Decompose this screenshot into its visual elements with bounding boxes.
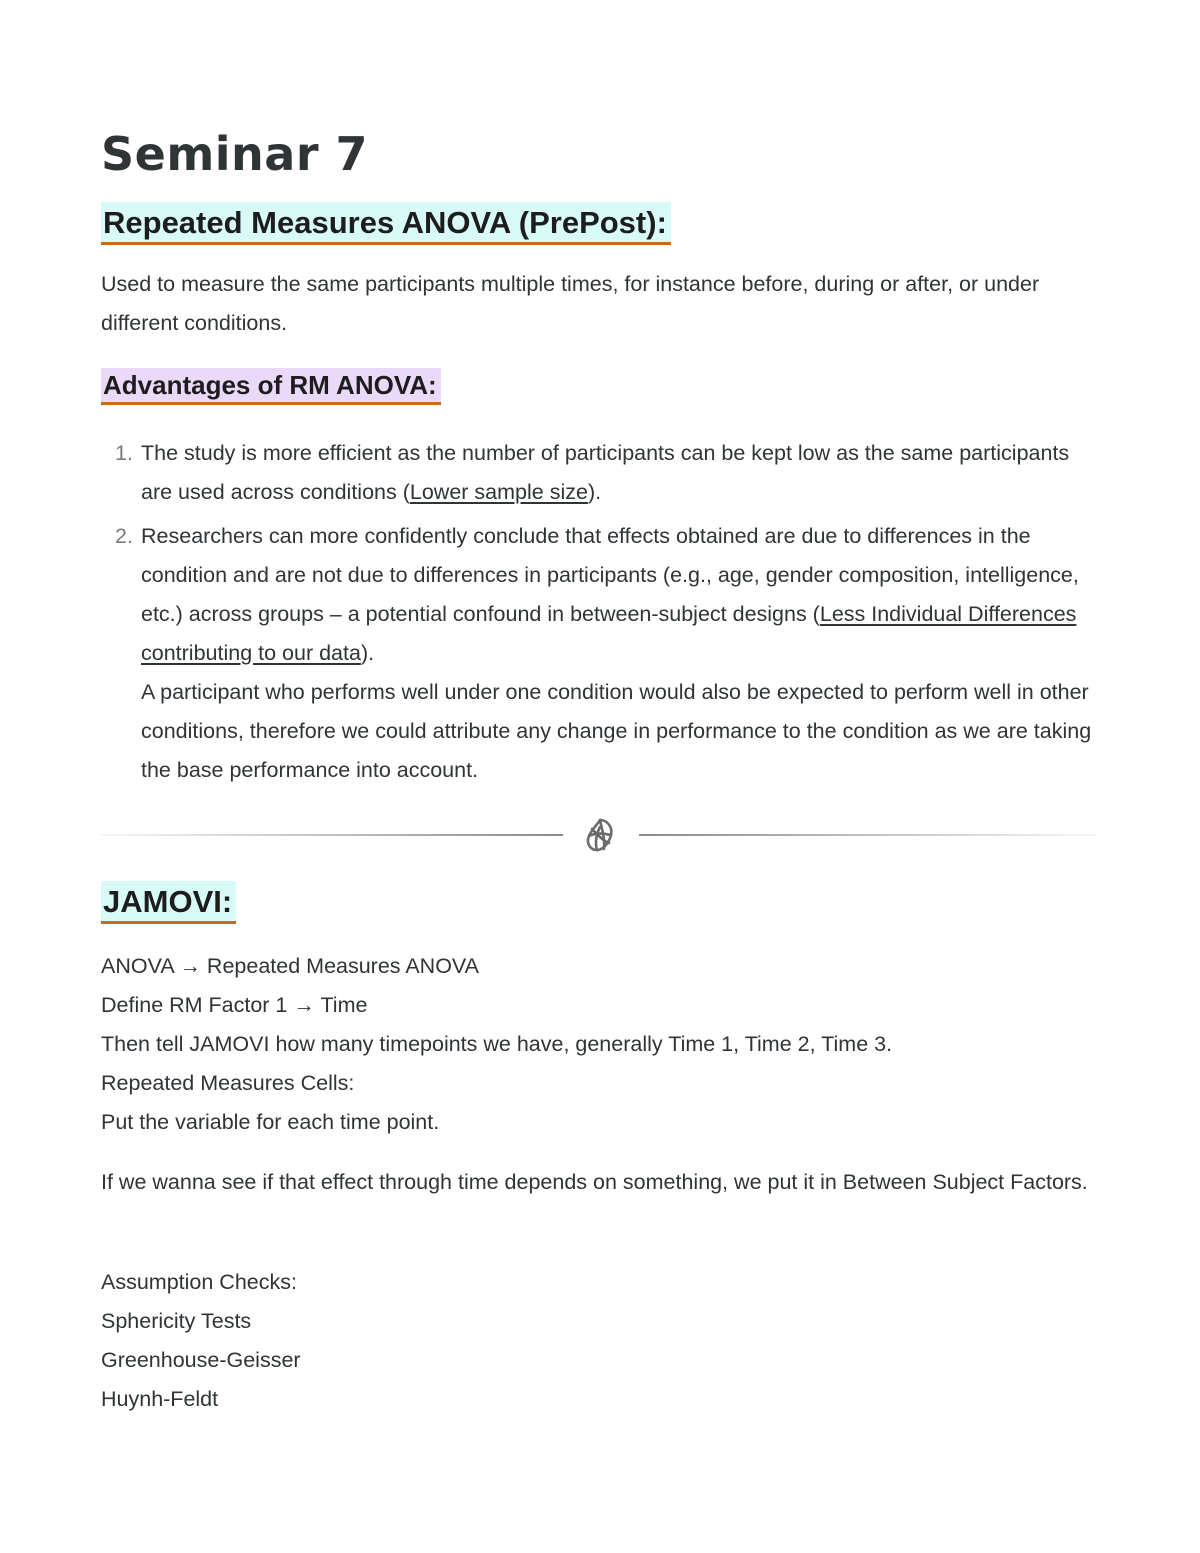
advantages-list [101,434,1096,795]
assumption-line: Greenhouse-Geisser [101,1348,301,1372]
assumption-line: Sphericity Tests [101,1309,252,1333]
intro-paragraph: Used to measure the same participants multiple times, for instance before, during or after, or under different conditions. [101,272,1040,335]
list-item [115,434,1096,512]
knot-logo-icon [583,817,617,853]
underlined-emphasis: Less Individual Differences contributing to our data [141,602,1077,665]
item-extra-text: A participant who performs well under one condition would also be expected to perform well in other conditions, therefore we could attribute any change in performance to the condition as we are taking the base performance into account. [141,680,1092,782]
divider-line-left [101,834,563,836]
assumption-line: Assumption Checks: [101,1270,297,1294]
step-line: Put the variable for each time point. [101,1110,440,1134]
between-subject-note: If we wanna see if that effect through time depends on something, we put it in Between Subject Factors. [101,1170,1088,1194]
item-text-end: ). [360,641,375,665]
step-line: Define RM Factor 1 → Time [101,993,368,1017]
underlined-emphasis: Lower sample size [409,480,588,504]
assumption-checks [101,1263,301,1419]
item-text-end: ). [587,480,602,504]
divider-line-right [639,834,1096,836]
heading-highlight: JAMOVI: [101,881,236,924]
section-divider [101,814,1096,856]
step-line: ANOVA → Repeated Measures ANOVA [101,954,480,978]
page-title: Seminar 7 [101,127,369,181]
item-text: The study is more efficient as the number of participants can be kept low as the same participants are used across conditions ( [141,441,1070,504]
step-line: Repeated Measures Cells: [101,1071,355,1095]
list-number: 1. [115,441,133,465]
list-item [115,517,1096,790]
section-heading-advantages [101,368,441,405]
step-line: Then tell JAMOVI how many timepoints we have, generally Time 1, Time 2, Time 3. [101,1032,893,1056]
section-heading-rm-anova [101,202,671,245]
heading-highlight: Advantages of RM ANOVA: [101,368,441,405]
section-heading-jamovi [101,881,236,924]
list-number: 2. [115,524,133,548]
heading-highlight: Repeated Measures ANOVA (PrePost): [101,202,671,245]
jamovi-steps [101,947,892,1142]
assumption-line: Huynh-Feldt [101,1387,219,1411]
item-text: Researchers can more confidently conclude that effects obtained are due to differences in the condition and are not due to differences in participants (e.g., age, gender composition, intelligence, etc.) across groups – a potential confound in between-subject designs ( [141,524,1079,626]
